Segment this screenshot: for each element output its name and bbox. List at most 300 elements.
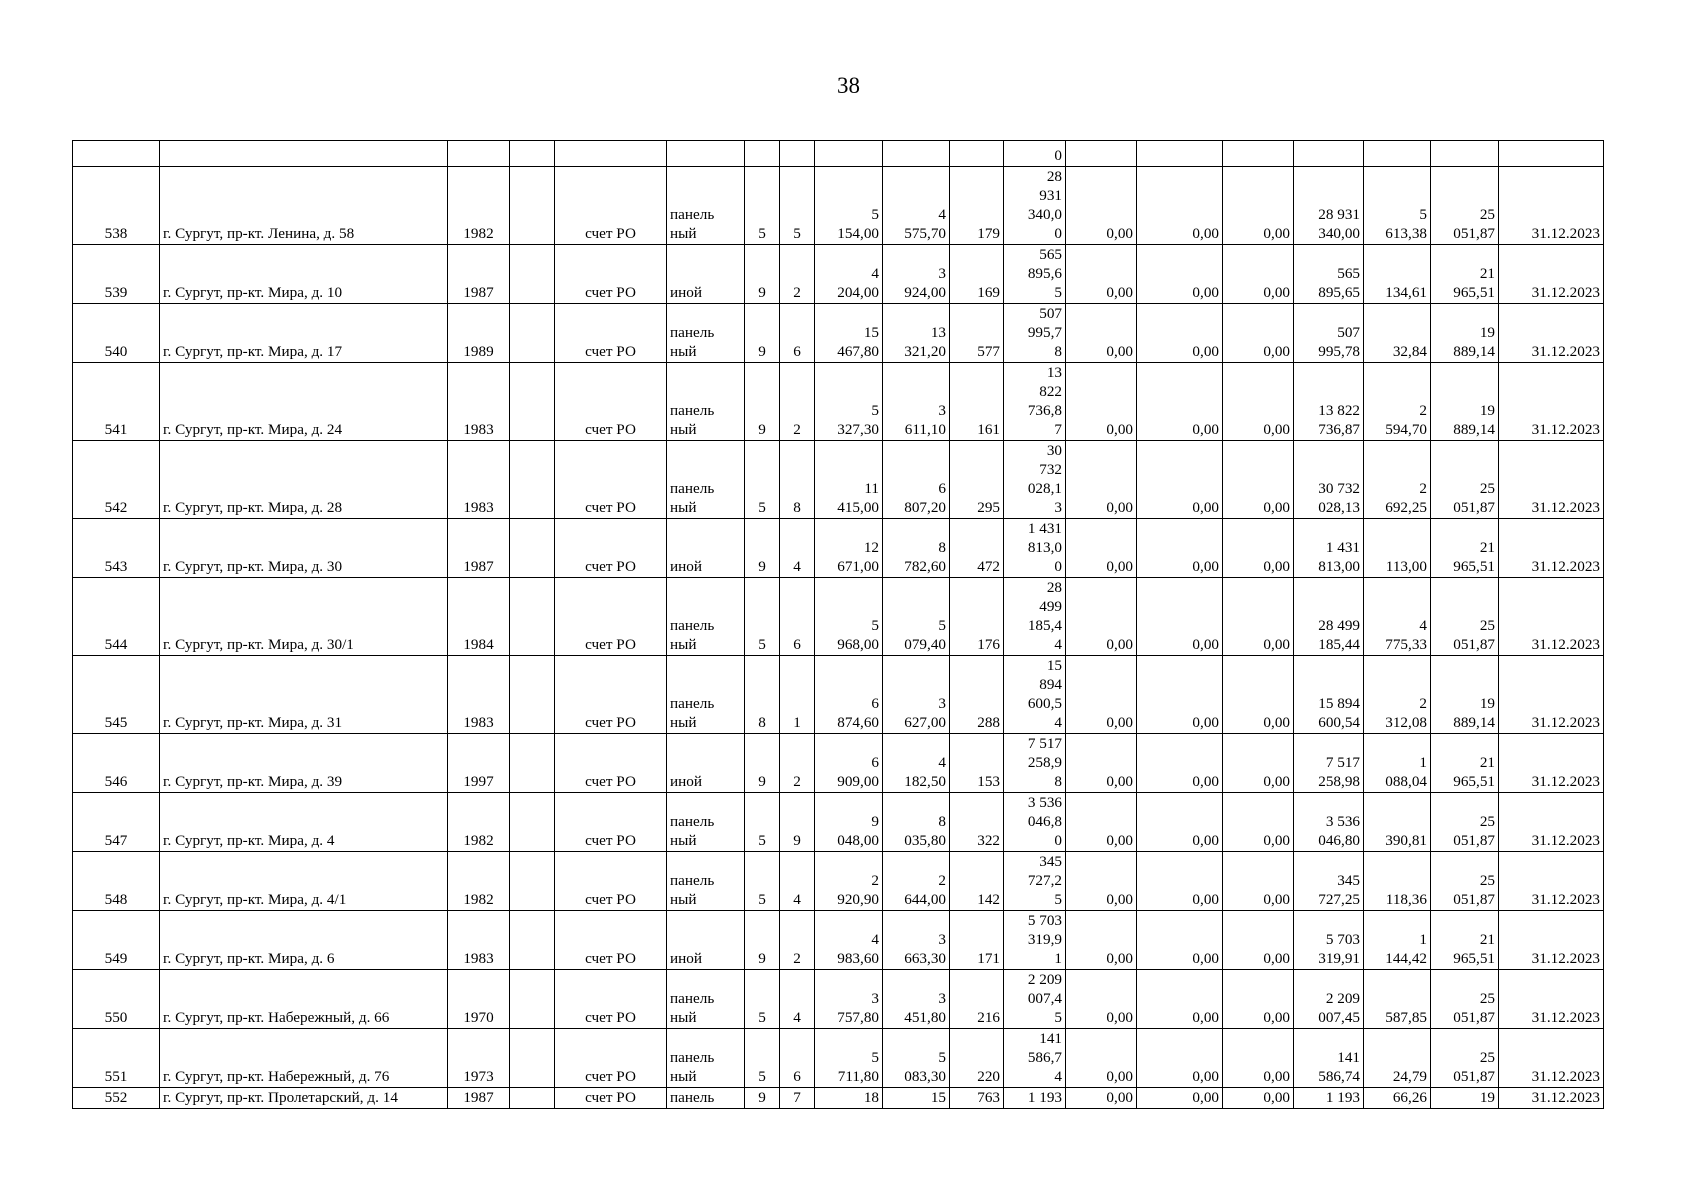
cell-fund-1: 0,00 [1066, 167, 1137, 245]
cell-empty [510, 911, 555, 970]
cell-account: счет РО [555, 1029, 667, 1088]
cell-fund-owners: 28 499 185,44 [1294, 578, 1364, 656]
cell-cost-total: 1 431 813,0 0 [1004, 519, 1066, 578]
cell-year: 1997 [448, 734, 510, 793]
cell-wall-material: панель ный [667, 304, 745, 363]
housing-table [72, 140, 1604, 1109]
cell-fund-2: 0,00 [1137, 245, 1223, 304]
cell-empty [510, 852, 555, 911]
cell-area-total: 9 048,00 [815, 793, 883, 852]
cell-cost-per-m2: 24,79 [1364, 1029, 1431, 1088]
cell-account: счет РО [555, 793, 667, 852]
cell-account: счет РО [555, 1088, 667, 1109]
cell-cost-total: 30 732 028,1 3 [1004, 441, 1066, 519]
cell-row-number: 541 [73, 363, 160, 441]
cell-fund-1: 0,00 [1066, 519, 1137, 578]
cell-row-number: 546 [73, 734, 160, 793]
table-row [73, 245, 1604, 304]
cell-date: 31.12.2023 [1499, 852, 1604, 911]
cell [815, 141, 883, 167]
cell-fund-2: 0,00 [1137, 363, 1223, 441]
cell-limit-per-m2: 25 051,87 [1431, 852, 1499, 911]
cell-cost-per-m2: 587,85 [1364, 970, 1431, 1029]
cell-fund-3: 0,00 [1223, 304, 1294, 363]
cell-entrances: 4 [780, 519, 815, 578]
cell-fund-1: 0,00 [1066, 304, 1137, 363]
cell-cost-per-m2: 66,26 [1364, 1088, 1431, 1109]
cell-wall-material: панель ный [667, 441, 745, 519]
cell-cost-total: 13 822 736,8 7 [1004, 363, 1066, 441]
cell-address: г. Сургут, пр-кт. Набережный, д. 76 [160, 1029, 448, 1088]
cell-fund-owners: 7 517 258,98 [1294, 734, 1364, 793]
table-row [73, 519, 1604, 578]
cell-empty [510, 1029, 555, 1088]
cell [73, 141, 160, 167]
cell-wall-material: панель ный [667, 970, 745, 1029]
cell-cost-total: 507 995,7 8 [1004, 304, 1066, 363]
cell-address: г. Сургут, пр-кт. Мира, д. 28 [160, 441, 448, 519]
cell-entrances: 8 [780, 441, 815, 519]
cell-fund-1: 0,00 [1066, 1088, 1137, 1109]
cell [745, 141, 780, 167]
cell [950, 141, 1004, 167]
cell-fund-1: 0,00 [1066, 245, 1137, 304]
cell-floors: 9 [745, 519, 780, 578]
cell-entrances: 1 [780, 656, 815, 734]
cell-fund-1: 0,00 [1066, 656, 1137, 734]
cell-cost-per-m2: 1 144,42 [1364, 911, 1431, 970]
cell-residents: 295 [950, 441, 1004, 519]
cell-row-number: 539 [73, 245, 160, 304]
cell-row-number: 538 [73, 167, 160, 245]
cell-fund-2: 0,00 [1137, 793, 1223, 852]
cell-row-number: 543 [73, 519, 160, 578]
cell-fund-3: 0,00 [1223, 245, 1294, 304]
cell-entrances: 6 [780, 304, 815, 363]
cell-cost-per-m2: 390,81 [1364, 793, 1431, 852]
cell [1499, 141, 1604, 167]
cell-residents: 161 [950, 363, 1004, 441]
cell-address: г. Сургут, пр-кт. Мира, д. 17 [160, 304, 448, 363]
cell-area-total: 5 154,00 [815, 167, 883, 245]
cell-fund-owners: 15 894 600,54 [1294, 656, 1364, 734]
cell-fund-2: 0,00 [1137, 304, 1223, 363]
cell-floors: 5 [745, 578, 780, 656]
cell-wall-material: иной [667, 911, 745, 970]
cell-fund-1: 0,00 [1066, 793, 1137, 852]
cell-residents: 171 [950, 911, 1004, 970]
cell-wall-material: панель ный [667, 656, 745, 734]
cell-year: 1983 [448, 656, 510, 734]
cell-limit-per-m2: 19 889,14 [1431, 304, 1499, 363]
cell-area-living: 5 079,40 [883, 578, 950, 656]
cell [160, 141, 448, 167]
cell-residents: 153 [950, 734, 1004, 793]
cell-empty [510, 519, 555, 578]
cell-cost-total: 141 586,7 4 [1004, 1029, 1066, 1088]
cell-cost-per-m2: 4 775,33 [1364, 578, 1431, 656]
cell-wall-material: панель ный [667, 578, 745, 656]
cell-year: 1984 [448, 578, 510, 656]
cell-residents: 176 [950, 578, 1004, 656]
cell-fund-2: 0,00 [1137, 911, 1223, 970]
cell-area-living: 3 611,10 [883, 363, 950, 441]
cell-empty [510, 167, 555, 245]
cell-fund-3: 0,00 [1223, 656, 1294, 734]
cell-residents: 216 [950, 970, 1004, 1029]
cell [1364, 141, 1431, 167]
cell-date: 31.12.2023 [1499, 441, 1604, 519]
cell-empty [510, 1088, 555, 1109]
cell-floors: 5 [745, 441, 780, 519]
cell-limit-per-m2: 21 965,51 [1431, 245, 1499, 304]
cell [1431, 141, 1499, 167]
cell-entrances: 2 [780, 734, 815, 793]
table-row [73, 911, 1604, 970]
cell-cost-per-m2: 5 613,38 [1364, 167, 1431, 245]
cell-cost-total: 0 [1004, 141, 1066, 167]
cell-limit-per-m2: 25 051,87 [1431, 441, 1499, 519]
cell-limit-per-m2: 25 051,87 [1431, 1029, 1499, 1088]
cell-area-total: 5 327,30 [815, 363, 883, 441]
cell-empty [510, 304, 555, 363]
cell-fund-3: 0,00 [1223, 167, 1294, 245]
cell-cost-total: 3 536 046,8 0 [1004, 793, 1066, 852]
cell-date: 31.12.2023 [1499, 911, 1604, 970]
cell-account: счет РО [555, 656, 667, 734]
cell-cost-total: 5 703 319,9 1 [1004, 911, 1066, 970]
cell-empty [510, 578, 555, 656]
cell-fund-1: 0,00 [1066, 911, 1137, 970]
cell-area-living: 4 575,70 [883, 167, 950, 245]
cell-floors: 5 [745, 1029, 780, 1088]
cell-floors: 9 [745, 911, 780, 970]
cell-entrances: 6 [780, 578, 815, 656]
cell-wall-material: панель ный [667, 363, 745, 441]
cell-limit-per-m2: 25 051,87 [1431, 167, 1499, 245]
cell-entrances: 4 [780, 970, 815, 1029]
cell-address: г. Сургут, пр-кт. Мира, д. 4/1 [160, 852, 448, 911]
cell-residents: 577 [950, 304, 1004, 363]
table-row [73, 363, 1604, 441]
cell-fund-3: 0,00 [1223, 852, 1294, 911]
cell [448, 141, 510, 167]
cell-account: счет РО [555, 911, 667, 970]
cell-limit-per-m2: 21 965,51 [1431, 911, 1499, 970]
cell-cost-per-m2: 1 088,04 [1364, 734, 1431, 793]
cell-cost-per-m2: 113,00 [1364, 519, 1431, 578]
cell-account: счет РО [555, 734, 667, 793]
table-row [73, 304, 1604, 363]
cell-row-number: 544 [73, 578, 160, 656]
cell-area-living: 3 663,30 [883, 911, 950, 970]
cell-fund-owners: 1 193 [1294, 1088, 1364, 1109]
cell-row-number: 548 [73, 852, 160, 911]
cell-residents: 322 [950, 793, 1004, 852]
cell-limit-per-m2: 21 965,51 [1431, 519, 1499, 578]
cell-floors: 5 [745, 167, 780, 245]
cell-account: счет РО [555, 441, 667, 519]
cell-fund-owners: 13 822 736,87 [1294, 363, 1364, 441]
cell-date: 31.12.2023 [1499, 363, 1604, 441]
cell-address: г. Сургут, пр-кт. Мира, д. 24 [160, 363, 448, 441]
cell-row-number: 542 [73, 441, 160, 519]
cell-floors: 8 [745, 656, 780, 734]
cell-floors: 5 [745, 852, 780, 911]
cell-area-total: 5 968,00 [815, 578, 883, 656]
cell-fund-3: 0,00 [1223, 1029, 1294, 1088]
cell-date: 31.12.2023 [1499, 304, 1604, 363]
cell-wall-material: иной [667, 245, 745, 304]
cell-fund-2: 0,00 [1137, 852, 1223, 911]
cell-area-living: 13 321,20 [883, 304, 950, 363]
cell-fund-2: 0,00 [1137, 970, 1223, 1029]
cell-account: счет РО [555, 852, 667, 911]
cell-empty [510, 441, 555, 519]
cell-cost-per-m2: 2 692,25 [1364, 441, 1431, 519]
cell-entrances: 5 [780, 167, 815, 245]
cell-cost-total: 565 895,6 5 [1004, 245, 1066, 304]
cell-empty [510, 970, 555, 1029]
cell-date: 31.12.2023 [1499, 970, 1604, 1029]
cell-cost-total: 2 209 007,4 5 [1004, 970, 1066, 1029]
page-number: 38 [837, 73, 860, 98]
cell-residents: 142 [950, 852, 1004, 911]
cell-address: г. Сургут, пр-кт. Мира, д. 39 [160, 734, 448, 793]
cell-fund-owners: 28 931 340,00 [1294, 167, 1364, 245]
cell-area-living: 6 807,20 [883, 441, 950, 519]
table-row [73, 578, 1604, 656]
cell-area-total: 5 711,80 [815, 1029, 883, 1088]
cell [510, 141, 555, 167]
cell-address: г. Сургут, пр-кт. Ленина, д. 58 [160, 167, 448, 245]
cell-row-number: 547 [73, 793, 160, 852]
cell-fund-owners: 2 209 007,45 [1294, 970, 1364, 1029]
cell-year: 1982 [448, 167, 510, 245]
cell-limit-per-m2: 25 051,87 [1431, 970, 1499, 1029]
cell-address: г. Сургут, пр-кт. Мира, д. 6 [160, 911, 448, 970]
cell-fund-1: 0,00 [1066, 734, 1137, 793]
cell-residents: 169 [950, 245, 1004, 304]
cell-fund-2: 0,00 [1137, 578, 1223, 656]
cell-date: 31.12.2023 [1499, 578, 1604, 656]
cell-area-living: 3 627,00 [883, 656, 950, 734]
cell-area-living: 3 924,00 [883, 245, 950, 304]
cell-area-living: 4 182,50 [883, 734, 950, 793]
cell-year: 1983 [448, 911, 510, 970]
table-row [73, 1029, 1604, 1088]
cell-account: счет РО [555, 363, 667, 441]
cell-area-total: 15 467,80 [815, 304, 883, 363]
cell-fund-owners: 3 536 046,80 [1294, 793, 1364, 852]
cell-floors: 9 [745, 304, 780, 363]
cell-wall-material: панель [667, 1088, 745, 1109]
cell-limit-per-m2: 19 [1431, 1088, 1499, 1109]
cell-year: 1987 [448, 519, 510, 578]
cell-entrances: 2 [780, 363, 815, 441]
cell-entrances: 6 [780, 1029, 815, 1088]
cell-area-living: 15 [883, 1088, 950, 1109]
cell-fund-owners: 345 727,25 [1294, 852, 1364, 911]
cell-date: 31.12.2023 [1499, 245, 1604, 304]
cell-area-living: 2 644,00 [883, 852, 950, 911]
cell-fund-1: 0,00 [1066, 852, 1137, 911]
cell-floors: 5 [745, 793, 780, 852]
cell-empty [510, 734, 555, 793]
cell [1294, 141, 1364, 167]
cell-fund-3: 0,00 [1223, 1088, 1294, 1109]
cell-area-total: 11 415,00 [815, 441, 883, 519]
cell-address: г. Сургут, пр-кт. Мира, д. 30/1 [160, 578, 448, 656]
cell-entrances: 7 [780, 1088, 815, 1109]
cell-fund-1: 0,00 [1066, 1029, 1137, 1088]
cell-area-living: 5 083,30 [883, 1029, 950, 1088]
cell-limit-per-m2: 25 051,87 [1431, 578, 1499, 656]
cell-cost-total: 15 894 600,5 4 [1004, 656, 1066, 734]
cell-row-number: 551 [73, 1029, 160, 1088]
cell-fund-1: 0,00 [1066, 441, 1137, 519]
cell-area-living: 8 782,60 [883, 519, 950, 578]
cell [667, 141, 745, 167]
cell-empty [510, 245, 555, 304]
cell-year: 1989 [448, 304, 510, 363]
cell [1223, 141, 1294, 167]
cell-address: г. Сургут, пр-кт. Мира, д. 10 [160, 245, 448, 304]
cell-empty [510, 793, 555, 852]
table-row [73, 441, 1604, 519]
cell-cost-total: 1 193 [1004, 1088, 1066, 1109]
cell-limit-per-m2: 21 965,51 [1431, 734, 1499, 793]
cell-fund-3: 0,00 [1223, 363, 1294, 441]
cell-residents: 288 [950, 656, 1004, 734]
cell-limit-per-m2: 19 889,14 [1431, 656, 1499, 734]
table-row [73, 852, 1604, 911]
table-row [73, 970, 1604, 1029]
cell-address: г. Сургут, пр-кт. Пролетарский, д. 14 [160, 1088, 448, 1109]
cell-fund-owners: 507 995,78 [1294, 304, 1364, 363]
cell-wall-material: иной [667, 734, 745, 793]
cell-empty [510, 363, 555, 441]
cell-year: 1983 [448, 441, 510, 519]
table-row [73, 734, 1604, 793]
cell-floors: 9 [745, 245, 780, 304]
cell-residents: 763 [950, 1088, 1004, 1109]
cell-fund-3: 0,00 [1223, 793, 1294, 852]
cell-fund-owners: 1 431 813,00 [1294, 519, 1364, 578]
cell-fund-3: 0,00 [1223, 911, 1294, 970]
cell-wall-material: панель ный [667, 793, 745, 852]
cell-row-number: 549 [73, 911, 160, 970]
cell-fund-2: 0,00 [1137, 441, 1223, 519]
cell-date: 31.12.2023 [1499, 1029, 1604, 1088]
cell-area-total: 12 671,00 [815, 519, 883, 578]
cell-fund-owners: 565 895,65 [1294, 245, 1364, 304]
cell-area-total: 2 920,90 [815, 852, 883, 911]
cell [1066, 141, 1137, 167]
cell [555, 141, 667, 167]
cell-cost-per-m2: 2 594,70 [1364, 363, 1431, 441]
cell-area-total: 4 204,00 [815, 245, 883, 304]
cell-fund-3: 0,00 [1223, 734, 1294, 793]
cell-fund-owners: 5 703 319,91 [1294, 911, 1364, 970]
cell-cost-per-m2: 118,36 [1364, 852, 1431, 911]
cell-account: счет РО [555, 167, 667, 245]
cell-date: 31.12.2023 [1499, 656, 1604, 734]
cell-entrances: 2 [780, 911, 815, 970]
cell-fund-1: 0,00 [1066, 970, 1137, 1029]
cell-account: счет РО [555, 245, 667, 304]
cell-area-living: 8 035,80 [883, 793, 950, 852]
cell-fund-2: 0,00 [1137, 519, 1223, 578]
cell-entrances: 9 [780, 793, 815, 852]
cell-cost-total: 28 931 340,0 0 [1004, 167, 1066, 245]
cell-address: г. Сургут, пр-кт. Мира, д. 31 [160, 656, 448, 734]
table-row-continuation [73, 141, 1604, 167]
cell-entrances: 2 [780, 245, 815, 304]
table-body [73, 141, 1604, 1109]
cell-fund-3: 0,00 [1223, 970, 1294, 1029]
cell-row-number: 545 [73, 656, 160, 734]
cell-cost-total: 28 499 185,4 4 [1004, 578, 1066, 656]
cell-area-total: 6 874,60 [815, 656, 883, 734]
cell-cost-per-m2: 32,84 [1364, 304, 1431, 363]
cell-cost-total: 7 517 258,9 8 [1004, 734, 1066, 793]
cell-address: г. Сургут, пр-кт. Набережный, д. 66 [160, 970, 448, 1029]
cell-date: 31.12.2023 [1499, 793, 1604, 852]
cell-residents: 179 [950, 167, 1004, 245]
cell-fund-3: 0,00 [1223, 519, 1294, 578]
cell-year: 1987 [448, 1088, 510, 1109]
cell-fund-2: 0,00 [1137, 167, 1223, 245]
cell-limit-per-m2: 25 051,87 [1431, 793, 1499, 852]
cell-row-number: 540 [73, 304, 160, 363]
cell-fund-1: 0,00 [1066, 363, 1137, 441]
cell-date: 31.12.2023 [1499, 519, 1604, 578]
cell-fund-2: 0,00 [1137, 1029, 1223, 1088]
cell-floors: 5 [745, 970, 780, 1029]
cell-fund-3: 0,00 [1223, 441, 1294, 519]
cell-year: 1982 [448, 852, 510, 911]
cell-fund-2: 0,00 [1137, 1088, 1223, 1109]
cell-date: 31.12.2023 [1499, 167, 1604, 245]
cell-floors: 9 [745, 734, 780, 793]
cell-account: счет РО [555, 578, 667, 656]
cell [883, 141, 950, 167]
table-row [73, 793, 1604, 852]
table-row [73, 1088, 1604, 1109]
cell-account: счет РО [555, 970, 667, 1029]
cell-empty [510, 656, 555, 734]
cell-limit-per-m2: 19 889,14 [1431, 363, 1499, 441]
table-row [73, 656, 1604, 734]
cell-year: 1987 [448, 245, 510, 304]
cell-fund-1: 0,00 [1066, 578, 1137, 656]
cell-area-total: 4 983,60 [815, 911, 883, 970]
cell-floors: 9 [745, 1088, 780, 1109]
cell-date: 31.12.2023 [1499, 1088, 1604, 1109]
cell-fund-owners: 141 586,74 [1294, 1029, 1364, 1088]
cell-address: г. Сургут, пр-кт. Мира, д. 4 [160, 793, 448, 852]
cell [780, 141, 815, 167]
cell-fund-2: 0,00 [1137, 656, 1223, 734]
cell [1137, 141, 1223, 167]
cell-fund-3: 0,00 [1223, 578, 1294, 656]
cell-year: 1970 [448, 970, 510, 1029]
cell-area-total: 18 [815, 1088, 883, 1109]
cell-floors: 9 [745, 363, 780, 441]
cell-area-living: 3 451,80 [883, 970, 950, 1029]
cell-cost-per-m2: 134,61 [1364, 245, 1431, 304]
